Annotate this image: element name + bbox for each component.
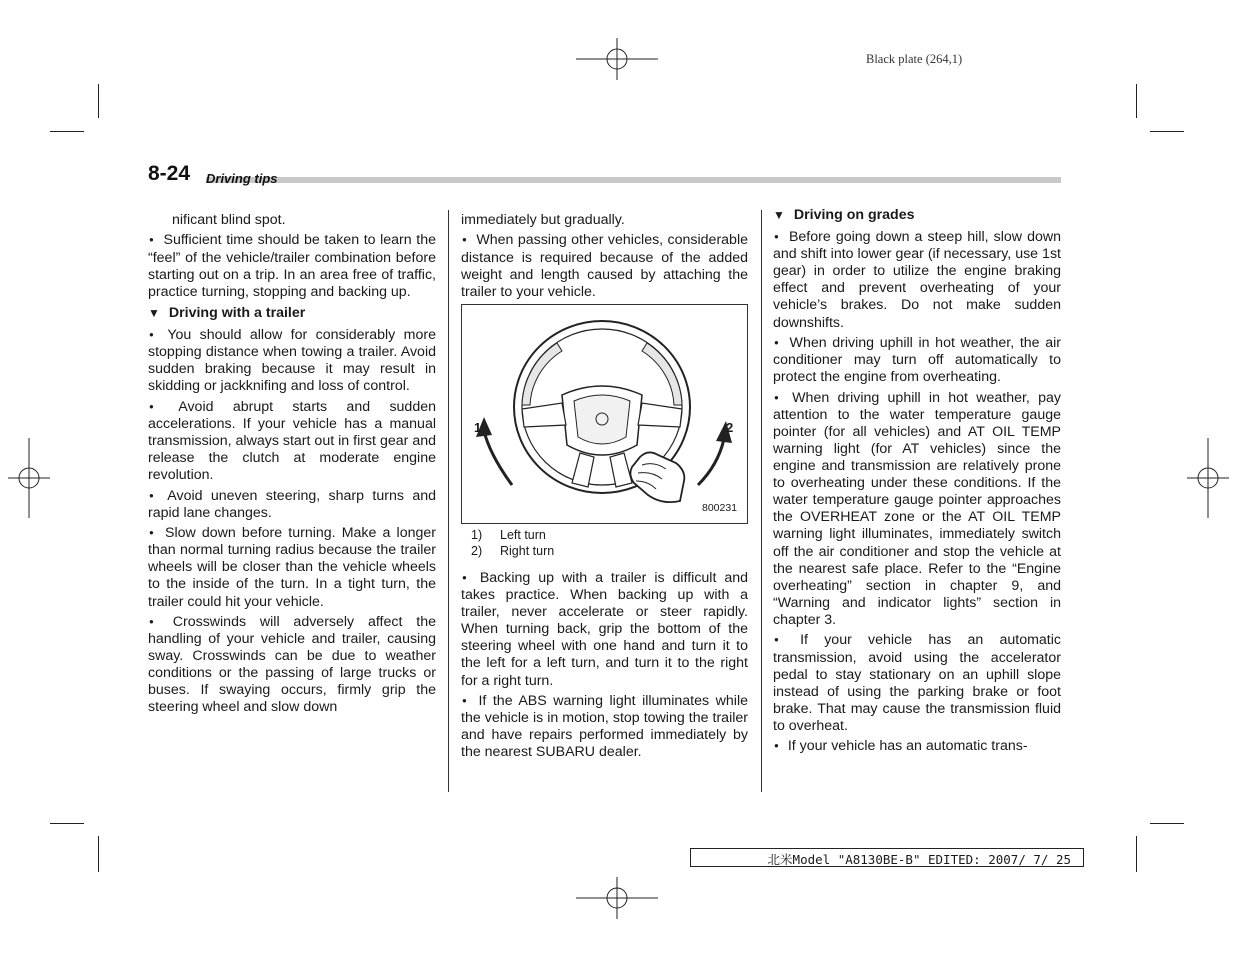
registration-mark-right [1187, 438, 1229, 518]
triangle-icon: ▼ [773, 208, 785, 222]
bullet-item: ● If the ABS warning light illuminates while the vehicle is in motion, stop towing the trailer and have repairs performed immediately by the nearest SUBARU dealer. [461, 692, 748, 761]
section-heading: ▼ Driving on grades [773, 207, 915, 223]
bullet-item: ● Crosswinds will adversely affect the handling of your vehicle and trailer, causing sway. Crosswinds can be due to weather conditions or the passing of large trucks or buses. If swaying occurs, firmly grip the steering wheel and slow down [148, 613, 436, 717]
bullet-item: ● Avoid uneven steering, sharp turns and rapid lane changes. [148, 487, 436, 522]
bullet-item: ● You should allow for considerably more stopping distance when towing a trailer. Avoid sudden braking because it may result in skidding or jackknifing and loss of control. [148, 326, 436, 395]
continued-text: immediately but gradually. [461, 212, 625, 228]
bullet-item: ● Before going down a steep hill, slow down and shift into lower gear (if necessary, use 1st gear) in order to utilize the engine braking effect and prevent overheating of your vehicle’s brakes. Do not make sudden downshifts. [773, 228, 1061, 332]
bullet-item: ● Slow down before turning. Make a longer than normal turning radius because the trailer wheels will be closer than the vehicle wheels to the inside of the turn. In a tight turn, the trailer could hit your vehicle. [148, 524, 436, 610]
bullet-item: ● When passing other vehicles, considerable distance is required because of the added weight and length caused by attaching the trailer to your vehicle. [461, 231, 748, 300]
figure-caption: 2) Right turn [471, 544, 555, 558]
bullet-item: ● Sufficient time should be taken to learn the “feel” of the vehicle/trailer combination before starting out on a trip. In an area free of traffic, practice turning, stopping and backing up. [148, 231, 436, 300]
bullet-item: ● If your vehicle has an automatic trans- [773, 737, 1061, 755]
steering-wheel-figure [461, 304, 748, 524]
registration-mark-top [576, 38, 658, 80]
continued-text: nificant blind spot. [172, 212, 286, 228]
section-heading: ▼ Driving with a trailer [148, 304, 306, 321]
registration-mark-bottom [576, 877, 658, 919]
steering-wheel-illustration [462, 305, 747, 523]
edit-stamp: 北米Model "A8130BE-B" EDITED: 2007/ 7/ 25 [690, 848, 1084, 867]
section-title: Driving tips [206, 171, 278, 186]
figure-caption: 1) Left turn [471, 528, 546, 542]
bullet-item: ● Backing up with a trailer is difficult and takes practice. When backing up with a trailer, never accelerate or steer rapidly. When turning back, grip the bottom of the steering wheel with one hand and turn it to the left for a left turn, and turn it to the right for a right turn. [461, 569, 748, 690]
bullet-item: ● If your vehicle has an automatic transmission, avoid using the accelerator pedal to stay stationary on an uphill slope instead of using the parking brake or foot brake. That may cause the transmission fluid to overheat. [773, 631, 1061, 735]
bullet-item: ● When driving uphill in hot weather, pay attention to the water temperature gauge pointer (for all vehicles) and AT OIL TEMP warning light (for AT vehicles) since the engine and transmission are relatively prone to overheating under these conditions. If the water temperature gauge pointer approaches the OVERHEAT zone or the AT OIL TEMP warning light illuminates, immediately switch off the air conditioner and stop the vehicle at the nearest safe place. Refer to the “Engine overheating” section in chapter 9, and “Warning and indicator lights” section in chapter 3. [773, 389, 1061, 629]
column-divider [761, 210, 762, 792]
column-2 [461, 212, 748, 303]
registration-mark-left [8, 438, 50, 518]
triangle-icon: ▼ [148, 305, 160, 320]
bullet-item: ● When driving uphill in hot weather, the air conditioner may turn off automatically to protect the engine from overheating. [773, 334, 1061, 386]
column-3 [773, 205, 1061, 758]
bullet-item: ● Avoid abrupt starts and sudden accelerations. If your vehicle has a manual transmission, always start out in first gear and release the clutch at moderate engine revolution. [148, 398, 436, 484]
column-divider [448, 210, 449, 792]
figure-label-left: 1 [474, 420, 482, 435]
header-bar [206, 177, 1061, 183]
column-2-lower [461, 569, 748, 764]
figure-label-right: 2 [726, 420, 734, 435]
plate-label: Black plate (264,1) [866, 52, 963, 66]
column-1 [148, 212, 436, 719]
page-number: 8-24 [148, 162, 191, 185]
figure-code: 800231 [702, 502, 738, 514]
